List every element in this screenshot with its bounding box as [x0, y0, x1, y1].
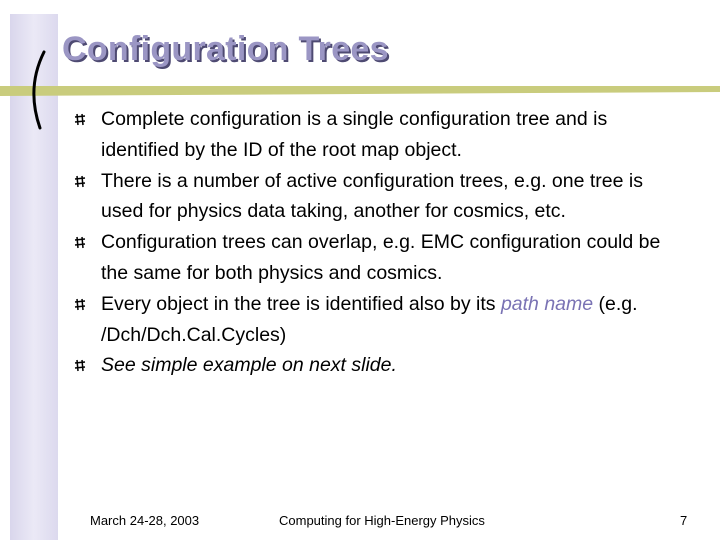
bullet-text: There is a number of active configuration trees, e.g. one tree is used for physics data taking, another for cosmics, etc. [101, 169, 643, 223]
footer-date: March 24-28, 2003 [90, 513, 200, 528]
footer-title: Computing for High-Energy Physics [279, 513, 485, 528]
cross-bullet-icon [74, 236, 86, 249]
bullet-text-before: Every object in the tree is identified also by its [101, 292, 501, 315]
bullet-text-after: (e.g. /Dch/Dch.Cal.Cycles) [101, 292, 638, 346]
bullet-item [74, 289, 674, 351]
bullet-item [74, 166, 674, 228]
bullet-text: Configuration trees can overlap, e.g. EMC configuration could be the same for both physics and cosmics. [101, 231, 661, 284]
bullet-item [74, 104, 674, 166]
page-number: 7 [680, 513, 688, 528]
cross-bullet-icon [74, 359, 86, 372]
bullet-list [74, 104, 674, 381]
accent-line [0, 86, 720, 96]
bullet-item [74, 227, 674, 289]
cross-bullet-icon [74, 298, 86, 311]
cross-bullet-icon [74, 113, 86, 126]
bullet-item [74, 350, 674, 381]
slide-title: Configuration Trees [62, 30, 389, 68]
bullet-text: Complete configuration is a single configuration tree and is identified by the ID of the root map object. [101, 108, 608, 161]
bullet-text: See simple example on next slide. [101, 354, 397, 377]
path-name-emphasis: path name [500, 292, 594, 315]
cross-bullet-icon [74, 175, 86, 188]
